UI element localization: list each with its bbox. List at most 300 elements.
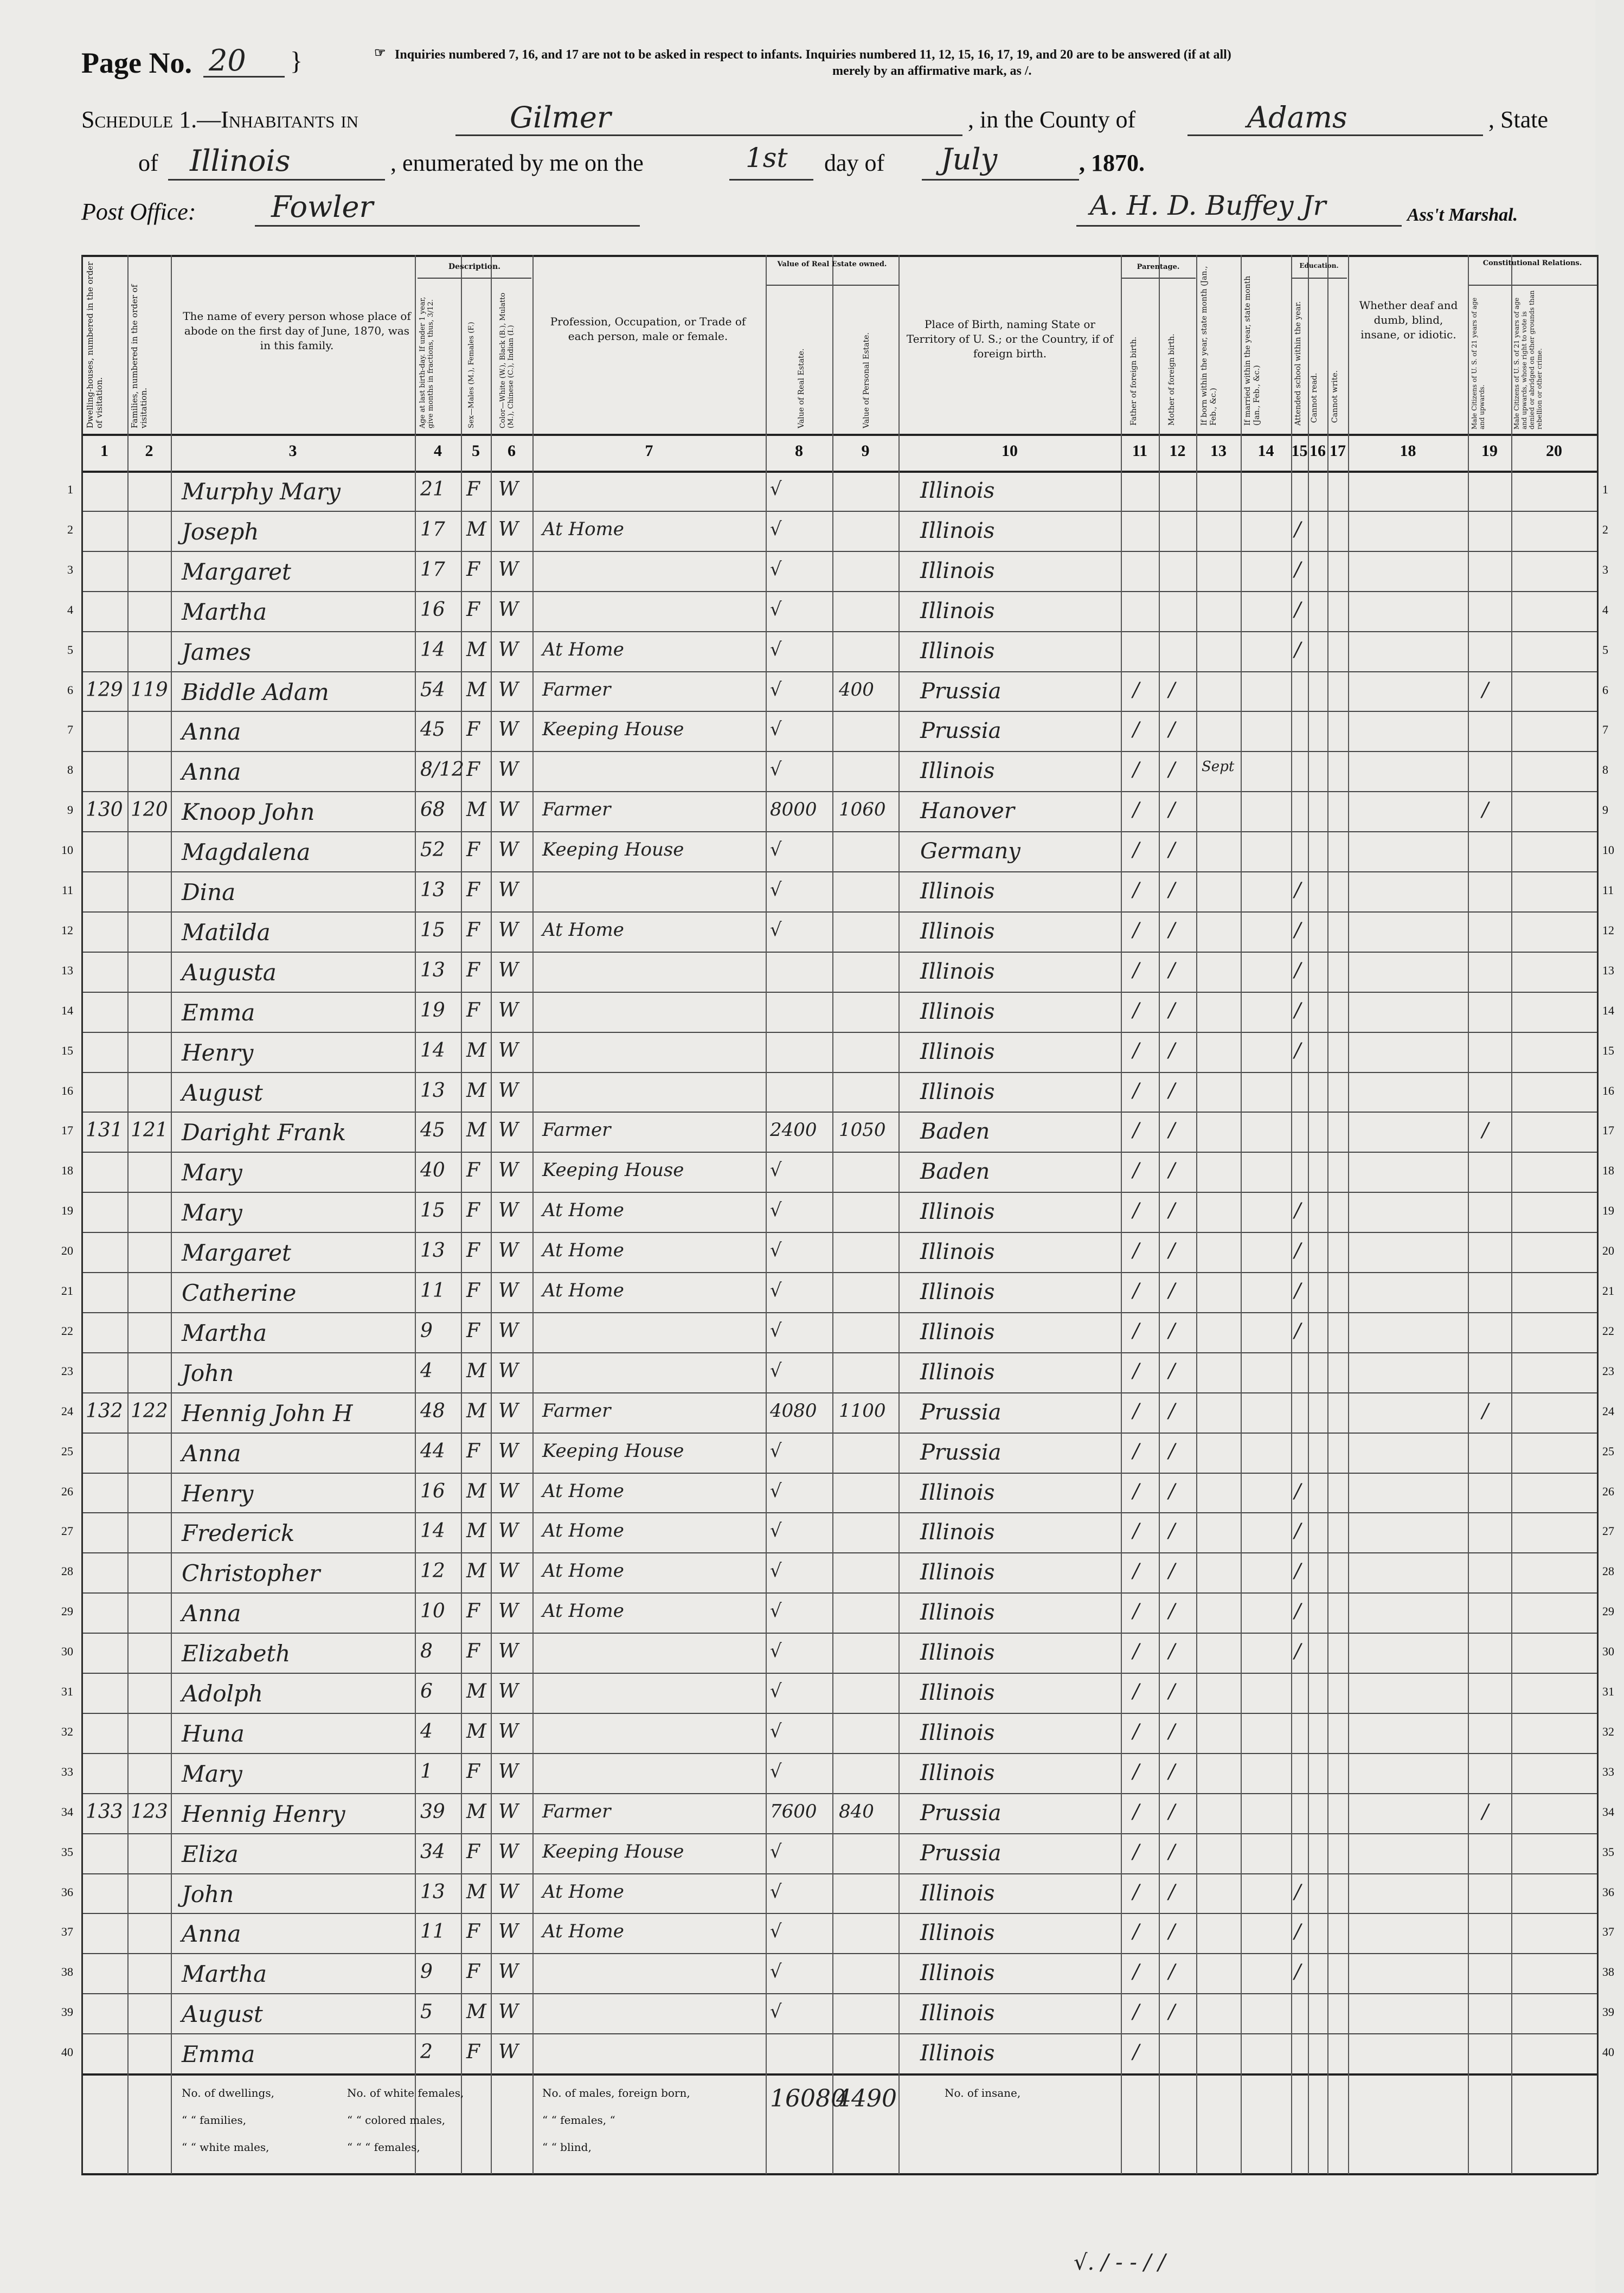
school-mark: /: [1294, 1239, 1301, 1262]
row-number-left: 39: [61, 2005, 73, 2019]
row-number-right: 20: [1602, 1244, 1614, 1258]
birthplace-value: Illinois: [920, 1961, 995, 1986]
row-number-right: 11: [1602, 883, 1614, 897]
father-foreign-mark: /: [1133, 678, 1140, 701]
real-estate-value: √: [770, 718, 782, 741]
color-value: W: [498, 919, 519, 941]
school-mark: /: [1294, 1199, 1301, 1222]
father-foreign-mark: /: [1133, 2001, 1140, 2024]
column-number: 4: [434, 442, 442, 460]
footer-white-males: “ “ white males,: [182, 2141, 269, 2154]
age-value: 40: [420, 1159, 445, 1182]
father-foreign-mark: /: [1133, 1039, 1140, 1062]
school-mark: /: [1294, 558, 1301, 581]
column-number: 14: [1257, 442, 1274, 460]
color-value: W: [498, 1119, 519, 1142]
mother-foreign-mark: /: [1169, 1440, 1176, 1462]
mother-foreign-mark: /: [1169, 678, 1176, 701]
row-number-left: 18: [61, 1164, 73, 1178]
age-value: 17: [420, 558, 445, 581]
column-divider: [832, 255, 833, 2174]
row-divider: [81, 631, 1597, 632]
age-value: 12: [420, 1560, 445, 1583]
birthplace-value: Prussia: [920, 1800, 1002, 1826]
column-divider: [1196, 255, 1197, 2174]
occupation-value: Keeping House: [542, 1840, 684, 1862]
birthplace-value: Illinois: [920, 478, 995, 503]
row-number-right: 19: [1602, 1204, 1614, 1218]
row-divider: [81, 2033, 1597, 2034]
mother-foreign-mark: /: [1169, 718, 1176, 741]
sex-value: F: [466, 1199, 480, 1222]
row-number-right: 12: [1602, 923, 1614, 937]
father-foreign-mark: /: [1133, 1119, 1140, 1142]
column-number: 13: [1210, 442, 1227, 460]
father-foreign-mark: /: [1133, 1560, 1140, 1583]
footer-foreign-males: No. of males, foreign born,: [542, 2086, 690, 2099]
page-number: 20: [209, 43, 246, 78]
column-number: 18: [1400, 442, 1416, 460]
school-mark: /: [1294, 1319, 1301, 1342]
birthplace-value: Illinois: [920, 1359, 995, 1385]
row-number-left: 13: [61, 963, 73, 977]
mother-foreign-mark: /: [1169, 1079, 1176, 1102]
school-mark: /: [1294, 1560, 1301, 1583]
person-name: August: [182, 1079, 263, 1106]
birthplace-value: Illinois: [920, 759, 995, 784]
color-value: W: [498, 1319, 519, 1342]
day-value: 1st: [746, 142, 788, 174]
parentage-divider: [1121, 278, 1196, 279]
page-number-line: [203, 76, 285, 78]
birthplace-value: Illinois: [920, 1680, 995, 1705]
person-name: Christopher: [182, 1560, 320, 1587]
column-divider: [1159, 255, 1160, 2174]
dwelling-number: 132: [86, 1399, 123, 1422]
mother-foreign-mark: /: [1169, 1680, 1176, 1703]
mother-foreign-mark: /: [1169, 1119, 1176, 1142]
row-divider: [81, 511, 1597, 512]
age-value: 19: [420, 999, 445, 1022]
father-foreign-mark: /: [1133, 959, 1140, 981]
row-number-left: 25: [61, 1444, 73, 1458]
birthplace-value: Prussia: [920, 678, 1002, 704]
header-personal-estate: Value of Personal Estate.: [862, 332, 871, 428]
father-foreign-mark: /: [1133, 1921, 1140, 1943]
real-estate-value: √: [770, 1880, 782, 1903]
sex-value: M: [466, 1480, 486, 1502]
father-foreign-mark: /: [1133, 1359, 1140, 1382]
state-label: , State: [1488, 106, 1548, 133]
birthplace-value: Illinois: [920, 1600, 995, 1626]
color-value: W: [498, 638, 519, 661]
family-number: 123: [131, 1800, 168, 1823]
age-value: 9: [420, 1319, 433, 1342]
row-divider: [81, 551, 1597, 552]
age-value: 10: [420, 1600, 445, 1623]
footer-dwellings: No. of dwellings,: [182, 2086, 274, 2099]
day-of-label: day of: [824, 150, 885, 176]
person-name: Mary: [182, 1760, 242, 1787]
school-mark: /: [1294, 919, 1301, 941]
school-mark: /: [1294, 1520, 1301, 1543]
mother-foreign-mark: /: [1169, 1159, 1176, 1182]
sex-value: M: [466, 1720, 486, 1743]
color-value: W: [498, 1480, 519, 1502]
father-foreign-mark: /: [1133, 1159, 1140, 1182]
row-number-left: 36: [61, 1885, 73, 1899]
sex-value: F: [466, 478, 480, 500]
father-foreign-mark: /: [1133, 1399, 1140, 1422]
person-name: Magdalena: [182, 839, 311, 866]
row-number-left: 28: [61, 1564, 73, 1578]
occupation-value: At Home: [542, 1239, 624, 1262]
person-name: Anna: [182, 1921, 241, 1948]
row-divider: [81, 1352, 1597, 1353]
hand-pointer-icon: ☞: [374, 46, 386, 60]
father-foreign-mark: /: [1133, 1600, 1140, 1623]
citizen-mark: /: [1482, 799, 1489, 821]
row-number-left: 30: [61, 1645, 73, 1659]
row-number-right: 32: [1602, 1724, 1614, 1738]
school-mark: /: [1294, 879, 1301, 901]
person-name: Hennig John H: [182, 1399, 353, 1427]
mother-foreign-mark: /: [1169, 2001, 1176, 2024]
real-estate-value: √: [770, 1921, 782, 1943]
school-mark: /: [1294, 1921, 1301, 1943]
row-divider: [81, 1633, 1597, 1634]
age-value: 45: [420, 718, 445, 741]
personal-estate-value: 400: [839, 678, 874, 701]
occupation-value: At Home: [542, 1280, 624, 1301]
column-number: 16: [1310, 442, 1326, 460]
person-name: Elizabeth: [182, 1640, 291, 1667]
sex-value: M: [466, 1560, 486, 1583]
row-number-right: 37: [1602, 1925, 1614, 1939]
person-name: Dina: [182, 879, 236, 905]
birthplace-value: Prussia: [920, 1840, 1002, 1866]
column-divider: [1597, 255, 1599, 2174]
dwelling-number: 130: [86, 799, 123, 821]
school-mark: /: [1294, 1600, 1301, 1623]
row-divider: [81, 1512, 1597, 1513]
row-number-right: 30: [1602, 1645, 1614, 1659]
color-value: W: [498, 2041, 519, 2064]
row-number-left: 23: [61, 1364, 73, 1378]
color-value: W: [498, 1079, 519, 1102]
mother-foreign-mark: /: [1169, 1199, 1176, 1222]
age-value: 34: [420, 1840, 445, 1863]
real-estate-value: √: [770, 1840, 782, 1862]
mother-foreign-mark: /: [1169, 1720, 1176, 1743]
person-name: Frederick: [182, 1520, 295, 1547]
row-number-right: 35: [1602, 1845, 1614, 1859]
row-number-right: 22: [1602, 1324, 1614, 1338]
header-vote-denied: Male Citizens of U. S. of 21 years of age and upwards, whose right to vote is denied or abridged on other grounds than rebellion or other crime.: [1513, 290, 1543, 429]
school-mark: /: [1294, 1480, 1301, 1502]
row-number-left: 19: [61, 1204, 73, 1218]
occupation-value: At Home: [542, 1199, 624, 1222]
color-value: W: [498, 1440, 519, 1462]
real-estate-value: √: [770, 1199, 782, 1222]
person-name: Eliza: [182, 1840, 239, 1867]
mother-foreign-mark: /: [1169, 759, 1176, 781]
row-number-left: 5: [67, 643, 73, 657]
personal-estate-value: 1060: [839, 799, 886, 821]
row-number-right: 34: [1602, 1804, 1614, 1819]
row-divider: [81, 1673, 1597, 1674]
color-value: W: [498, 1560, 519, 1583]
color-value: W: [498, 839, 519, 862]
birthplace-value: Illinois: [920, 558, 995, 583]
sex-value: F: [466, 1600, 480, 1623]
color-value: W: [498, 558, 519, 581]
citizen-mark: /: [1482, 1399, 1489, 1422]
father-foreign-mark: /: [1133, 1480, 1140, 1502]
header-married-in-year: If married within the year, state month (Jan., Feb., &c.): [1243, 275, 1261, 426]
row-divider: [81, 1753, 1597, 1754]
school-mark: /: [1294, 999, 1301, 1022]
color-value: W: [498, 999, 519, 1022]
real-estate-value: √: [770, 1961, 782, 1983]
row-divider: [81, 751, 1597, 752]
row-number-right: 9: [1602, 803, 1608, 817]
instructions-line-1: Inquiries numbered 7, 16, and 17 are not to be asked in respect to infants. Inquiries numbered 11, 12, 15, 16, 17, 19, and 20 are to be answered (if at all): [395, 48, 1231, 62]
dwelling-number: 133: [86, 1800, 123, 1823]
row-number-right: 26: [1602, 1484, 1614, 1498]
color-value: W: [498, 759, 519, 781]
mother-foreign-mark: /: [1169, 999, 1176, 1022]
occupation-value: At Home: [542, 1560, 624, 1582]
county-label: , in the County of: [968, 106, 1136, 133]
row-number-right: 2: [1602, 522, 1608, 536]
enumerated-label: , enumerated by me on the: [390, 150, 644, 176]
real-estate-value: √: [770, 1239, 782, 1262]
occupation-value: At Home: [542, 518, 624, 540]
total-personal-estate: 4490: [836, 2085, 897, 2112]
sex-value: F: [466, 1159, 480, 1182]
row-number-left: 38: [61, 1965, 73, 1979]
real-estate-value: √: [770, 1480, 782, 1502]
mother-foreign-mark: /: [1169, 879, 1176, 901]
row-divider: [81, 992, 1597, 993]
person-name: Murphy Mary: [182, 478, 341, 505]
row-divider: [81, 671, 1597, 672]
sex-value: F: [466, 1640, 480, 1663]
row-number-right: 25: [1602, 1444, 1614, 1458]
age-value: 13: [420, 879, 445, 901]
father-foreign-mark: /: [1133, 879, 1140, 901]
column-number: 15: [1291, 442, 1308, 460]
row-number-left: 4: [67, 602, 73, 616]
person-name: Mary: [182, 1199, 242, 1226]
person-name: Martha: [182, 598, 267, 625]
column-divider: [532, 255, 534, 2174]
school-mark: /: [1294, 1640, 1301, 1663]
school-mark: /: [1294, 959, 1301, 981]
footer-foreign-females: “ “ females, “: [542, 2114, 615, 2127]
family-number: 120: [131, 799, 168, 821]
color-value: W: [498, 1359, 519, 1382]
sex-value: M: [466, 1680, 486, 1703]
column-divider: [766, 255, 767, 2174]
township-line: [455, 134, 962, 136]
real-estate-value: √: [770, 678, 782, 701]
sex-value: F: [466, 839, 480, 862]
age-value: 13: [420, 1239, 445, 1262]
real-estate-value: √: [770, 1359, 782, 1382]
marshal-label: Ass't Marshal.: [1407, 205, 1518, 225]
father-foreign-mark: /: [1133, 718, 1140, 741]
state-line: [168, 179, 385, 181]
mother-foreign-mark: /: [1169, 1359, 1176, 1382]
person-name: Margaret: [182, 1239, 291, 1267]
sex-value: F: [466, 1440, 480, 1462]
father-foreign-mark: /: [1133, 919, 1140, 941]
header-age: Age at last birth-day. If under 1 year, give months in fractions, thus, 3/12.: [419, 297, 435, 428]
age-value: 6: [420, 1680, 433, 1703]
header-color: Color—White (W.), Black (B.), Mulatto (M.), Chinese (C.), Indian (I.): [499, 292, 515, 428]
person-name: Matilda: [182, 919, 271, 946]
person-name: John: [182, 1359, 234, 1386]
real-estate-value: 2400: [770, 1119, 817, 1141]
dwelling-number: 131: [86, 1119, 123, 1142]
marshal-line: [1076, 225, 1402, 227]
column-number: 17: [1330, 442, 1346, 460]
occupation-value: Farmer: [542, 1800, 611, 1822]
sex-value: M: [466, 1800, 486, 1823]
row-number-right: 18: [1602, 1164, 1614, 1178]
occupation-value: Farmer: [542, 1119, 611, 1141]
father-foreign-mark: /: [1133, 1280, 1140, 1302]
dwelling-number: 129: [86, 678, 123, 701]
header-parentage: Parentage.: [1137, 263, 1180, 271]
birthplace-value: Illinois: [920, 999, 995, 1024]
mother-foreign-mark: /: [1169, 1800, 1176, 1823]
birthplace-value: Illinois: [920, 959, 995, 984]
column-number: 2: [145, 442, 153, 460]
age-value: 11: [420, 1921, 445, 1943]
age-value: 4: [420, 1720, 433, 1743]
row-number-left: 29: [61, 1604, 73, 1618]
personal-estate-value: 1100: [839, 1399, 886, 1422]
person-name: Anna: [182, 759, 241, 786]
row-number-left: 9: [67, 803, 73, 817]
row-divider: [81, 1312, 1597, 1313]
citizen-mark: /: [1482, 678, 1489, 701]
sex-value: M: [466, 1039, 486, 1062]
row-number-right: 17: [1602, 1123, 1614, 1138]
table-top-border: [81, 255, 1597, 257]
column-divider: [461, 255, 462, 2174]
row-divider: [81, 1072, 1597, 1073]
row-number-left: 34: [61, 1804, 73, 1819]
color-value: W: [498, 1921, 519, 1943]
birthplace-value: Baden: [920, 1119, 990, 1145]
person-name: Joseph: [182, 518, 259, 545]
occupation-value: At Home: [542, 919, 624, 941]
of-label: of: [138, 150, 158, 176]
color-value: W: [498, 1680, 519, 1703]
row-divider: [81, 1873, 1597, 1874]
color-value: W: [498, 1600, 519, 1623]
column-number: 3: [288, 442, 297, 460]
occupation-value: Keeping House: [542, 839, 684, 861]
mother-foreign-mark: /: [1169, 1921, 1176, 1943]
birthplace-value: Illinois: [920, 1280, 995, 1305]
column-divider: [127, 255, 129, 2174]
person-name: Margaret: [182, 558, 291, 585]
family-number: 119: [131, 678, 168, 701]
header-infirmity: Whether deaf and dumb, blind, insane, or idiotic.: [1359, 299, 1458, 341]
row-divider: [81, 1833, 1597, 1834]
birthplace-value: Illinois: [920, 1720, 995, 1745]
birthplace-value: Illinois: [920, 2041, 995, 2066]
age-value: 45: [420, 1119, 445, 1142]
row-divider: [81, 952, 1597, 953]
column-number: 7: [645, 442, 653, 460]
census-table: [61, 255, 1614, 2174]
person-name: Anna: [182, 1600, 241, 1627]
column-number: 20: [1546, 442, 1562, 460]
mother-foreign-mark: /: [1169, 1319, 1176, 1342]
real-estate-value: 4080: [770, 1399, 817, 1422]
column-divider: [1468, 255, 1469, 2174]
sex-value: M: [466, 1399, 486, 1422]
row-divider: [81, 1592, 1597, 1594]
mother-foreign-mark: /: [1169, 1520, 1176, 1543]
school-mark: /: [1294, 1280, 1301, 1302]
color-value: W: [498, 1840, 519, 1863]
color-value: W: [498, 1800, 519, 1823]
column-number: 11: [1132, 442, 1148, 460]
color-value: W: [498, 478, 519, 500]
color-value: W: [498, 1640, 519, 1663]
row-number-left: 6: [67, 683, 73, 697]
row-number-left: 11: [61, 883, 73, 897]
header-birthplace: Place of Birth, naming State or Territory of U. S.; or the Country, if of foreign birth.: [906, 318, 1114, 360]
birthplace-value: Illinois: [920, 1880, 995, 1906]
sex-value: F: [466, 598, 480, 621]
sex-value: F: [466, 558, 480, 581]
row-number-left: 33: [61, 1764, 73, 1778]
row-number-left: 32: [61, 1724, 73, 1738]
header-real-estate-group: Value of Real Estate owned.: [777, 260, 887, 268]
row-divider: [81, 1913, 1597, 1914]
school-mark: /: [1294, 1039, 1301, 1062]
column-divider: [1308, 255, 1309, 2174]
color-value: W: [498, 1720, 519, 1743]
row-number-right: 1: [1602, 483, 1608, 496]
family-number: 122: [131, 1399, 168, 1422]
father-foreign-mark: /: [1133, 1680, 1140, 1703]
header-cannot-write: Cannot write.: [1331, 370, 1339, 423]
row-number-left: 20: [61, 1244, 73, 1258]
age-value: 44: [420, 1440, 445, 1462]
color-value: W: [498, 1239, 519, 1262]
father-foreign-mark: /: [1133, 1319, 1140, 1342]
mother-foreign-mark: /: [1169, 1880, 1176, 1903]
sex-value: F: [466, 1280, 480, 1302]
birthplace-value: Illinois: [920, 1480, 995, 1505]
row-number-left: 15: [61, 1043, 73, 1057]
state-value: Illinois: [190, 144, 291, 178]
age-value: 52: [420, 839, 445, 862]
sex-value: F: [466, 1961, 480, 1983]
row-number-right: 16: [1602, 1083, 1614, 1097]
sex-value: F: [466, 2041, 480, 2064]
header-education: Education.: [1299, 262, 1339, 269]
